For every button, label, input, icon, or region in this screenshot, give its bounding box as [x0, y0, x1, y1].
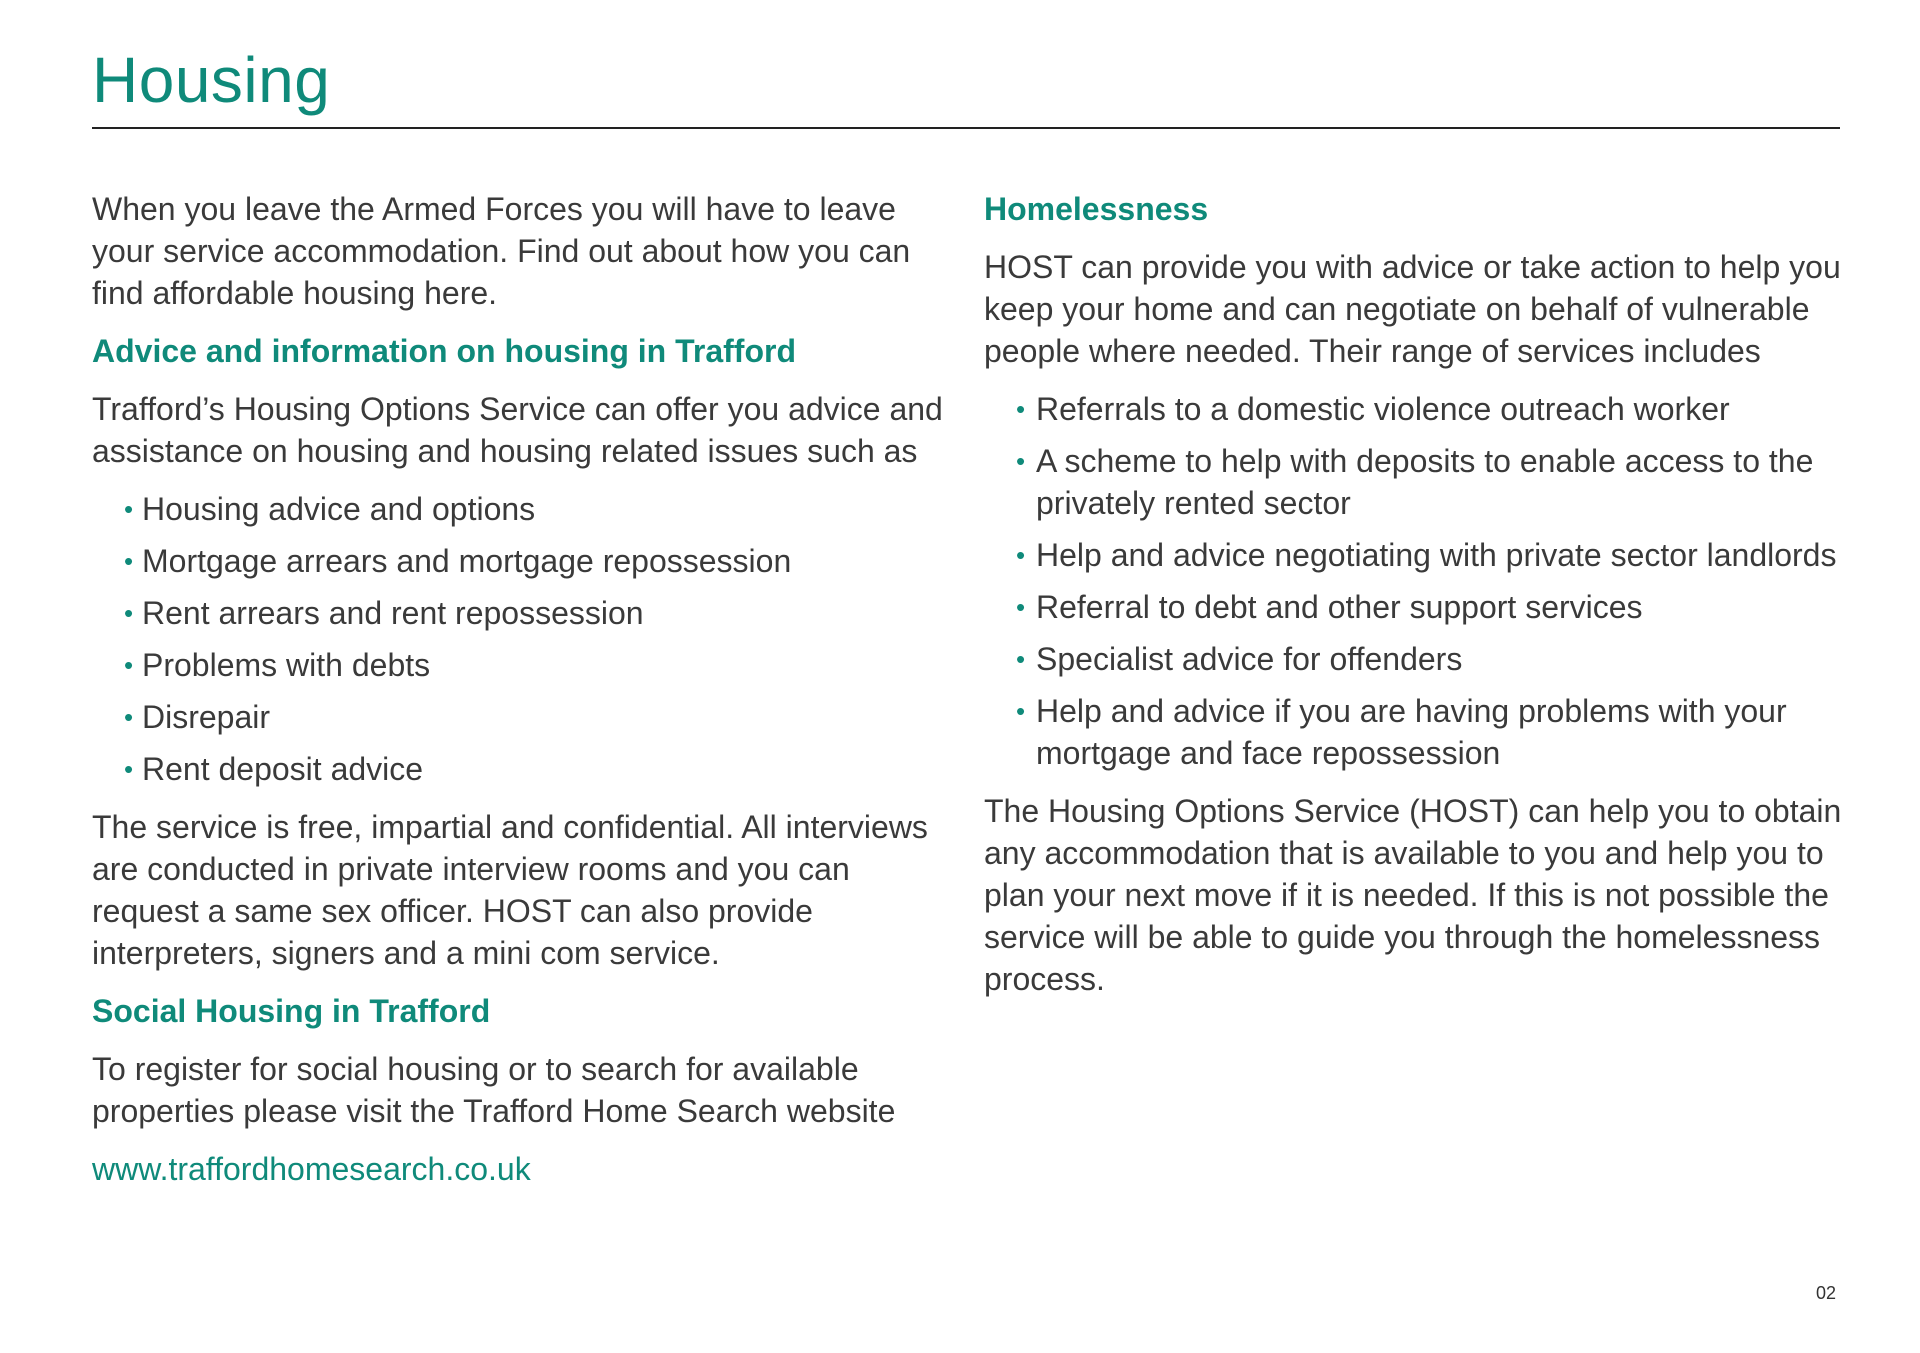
advice-paragraph: Trafford’s Housing Options Service can offer you advice and assistance on housing and housing related issues such as: [92, 391, 943, 469]
right-column: [984, 188, 1848, 1016]
page-number: 02: [1815, 1283, 1836, 1303]
services-list-item: • Help and advice negotiating with private sector landlords: [984, 534, 1848, 576]
advice-list-item: • Housing advice and options: [92, 488, 952, 530]
social-housing-paragraph: To register for social housing or to search for available properties please visit the Trafford Home Search website: [92, 1051, 896, 1129]
services-list-item: • Specialist advice for offenders: [984, 638, 1848, 680]
service-paragraph: The service is free, impartial and confidential. All interviews are conducted in private interview rooms and you can request a same sex officer. HOST can also provide interpreters, signers and a mini com service.: [92, 809, 928, 971]
page-title: Housing: [92, 44, 331, 116]
trafford-home-search-link[interactable]: www.traffordhomesearch.co.uk: [92, 1151, 531, 1187]
advice-heading: Advice and information on housing in Trafford: [92, 333, 796, 369]
intro-paragraph: When you leave the Armed Forces you will have to leave your service accommodation. Find out about how you can find affordable housing here.: [92, 191, 911, 311]
advice-list: [92, 488, 952, 790]
services-list-item: • A scheme to help with deposits to enable access to the privately rented sector: [984, 440, 1848, 524]
advice-list-item: • Mortgage arrears and mortgage repossession: [92, 540, 952, 582]
advice-list-item: • Rent deposit advice: [92, 748, 952, 790]
services-list-item: • Help and advice if you are having problems with your mortgage and face repossession: [984, 690, 1848, 774]
advice-list-item: • Problems with debts: [92, 644, 952, 686]
services-list-item: • Referral to debt and other support services: [984, 586, 1848, 628]
advice-list-item: • Rent arrears and rent repossession: [92, 592, 952, 634]
services-list-item: • Referrals to a domestic violence outreach worker: [984, 388, 1848, 430]
social-housing-heading: Social Housing in Trafford: [92, 993, 491, 1029]
services-list: [984, 388, 1848, 774]
advice-list-item: • Disrepair: [92, 696, 952, 738]
homelessness-heading: Homelessness: [984, 191, 1209, 227]
closing-paragraph: The Housing Options Service (HOST) can help you to obtain any accommodation that is available to you and help you to plan your next move if it is needed. If this is not possible the service will be able to guide you through the homelessness process.: [984, 793, 1842, 997]
left-column: [92, 188, 952, 1206]
homelessness-paragraph: HOST can provide you with advice or take action to help you keep your home and can negotiate on behalf of vulnerable people where needed. Their range of services includes: [984, 249, 1841, 369]
title-divider: [92, 127, 1840, 129]
